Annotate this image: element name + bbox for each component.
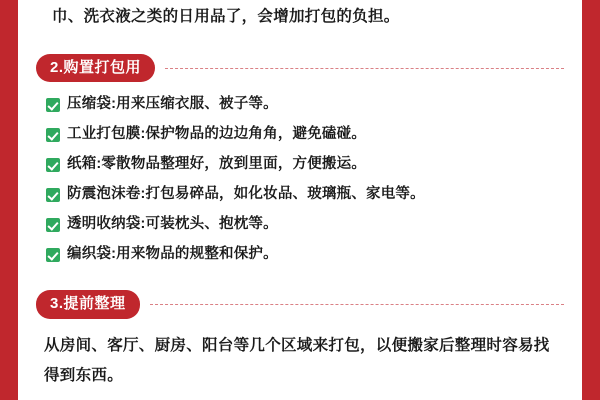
section-3-title: 3.提前整理 xyxy=(36,290,140,318)
list-item xyxy=(46,154,564,174)
check-icon xyxy=(46,218,60,232)
section-2-title: 2.购置打包用 xyxy=(36,54,155,82)
list-item-label: 工业打包膜:保护物品的边边角角，避免磕碰。 xyxy=(67,126,367,143)
left-red-band xyxy=(0,0,18,400)
section-heading-3 xyxy=(36,290,564,318)
list-item-label: 压缩袋:用来压缩衣服、被子等。 xyxy=(67,96,278,113)
list-item-label: 纸箱:零散物品整理好，放到里面，方便搬运。 xyxy=(67,156,367,173)
section-3-dashed-rule xyxy=(150,304,564,305)
right-red-band xyxy=(582,0,600,400)
check-icon xyxy=(46,248,60,262)
list-item xyxy=(46,214,564,234)
section-3-paragraph: 从房间、客厅、厨房、阳台等几个区域来打包，以便搬家后整理时容易找得到东西。 xyxy=(44,336,550,384)
list-item-label: 编织袋:用来物品的规整和保护。 xyxy=(67,246,278,263)
list-item xyxy=(46,124,564,144)
list-item-label: 透明收纳袋:可装枕头、抱枕等。 xyxy=(67,216,278,233)
list-item xyxy=(46,184,564,204)
check-icon xyxy=(46,98,60,112)
check-icon xyxy=(46,188,60,202)
section-2-dashed-rule xyxy=(165,68,564,69)
packing-supplies-list xyxy=(36,94,564,264)
list-item-label: 防震泡沫卷:打包易碎品，如化妆品、玻璃瓶、家电等。 xyxy=(67,186,425,203)
section-heading-2 xyxy=(36,54,564,82)
check-icon xyxy=(46,158,60,172)
lead-paragraph: 巾、洗衣液之类的日用品了，会增加打包的负担。 xyxy=(52,8,400,25)
article-content xyxy=(18,0,582,400)
list-item xyxy=(46,244,564,264)
check-icon xyxy=(46,128,60,142)
list-item xyxy=(46,94,564,114)
